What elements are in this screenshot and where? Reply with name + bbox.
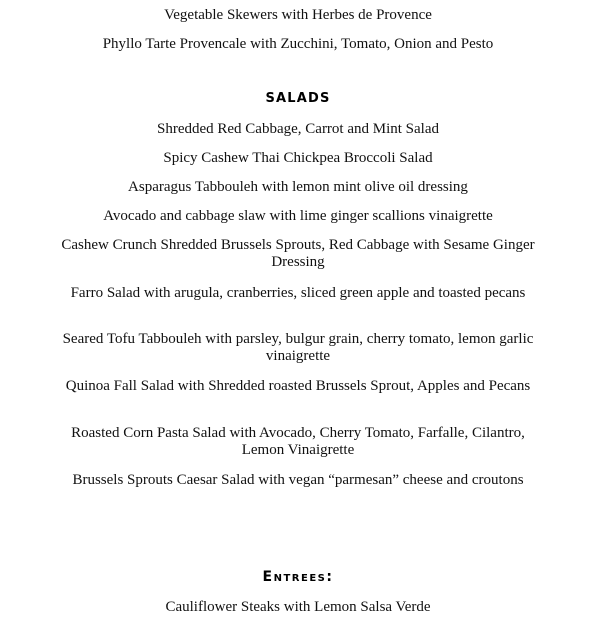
salad-item: Avocado and cabbage slaw with lime ginger scallions vinaigrette [103, 208, 493, 224]
salad-item: Farro Salad with arugula, cranberries, sliced green apple and toasted pecans [70, 285, 526, 301]
salad-item: Spicy Cashew Thai Chickpea Broccoli Salad [163, 150, 433, 166]
entree-item: Cauliflower Steaks with Lemon Salsa Verde [165, 599, 431, 615]
salad-item: Quinoa Fall Salad with Shredded roasted Brussels Sprout, Apples and Pecans [65, 378, 531, 394]
salad-item: Shredded Red Cabbage, Carrot and Mint Salad [156, 121, 440, 137]
salads-heading: SALADS [265, 91, 331, 106]
salad-item: Asparagus Tabbouleh with lemon mint olive oil dressing [128, 179, 468, 195]
menu-item-phyllo-tarte: Phyllo Tarte Provencale with Zucchini, Tomato, Onion and Pesto [102, 36, 494, 52]
salad-item: Seared Tofu Tabbouleh with parsley, bulgur grain, cherry tomato, lemon garlic vinaigrette [62, 331, 534, 364]
salad-item: Roasted Corn Pasta Salad with Avocado, Cherry Tomato, Farfalle, Cilantro, Lemon Vinaigrette [71, 425, 525, 458]
salad-item: Brussels Sprouts Caesar Salad with vegan “parmesan” cheese and croutons [72, 472, 524, 488]
entrees-heading: Entrees: [262, 569, 334, 585]
salad-item: Cashew Crunch Shredded Brussels Sprouts, Red Cabbage with Sesame Ginger Dressing [61, 237, 535, 270]
menu-item-vegetable-skewers: Vegetable Skewers with Herbes de Provence [164, 7, 432, 23]
